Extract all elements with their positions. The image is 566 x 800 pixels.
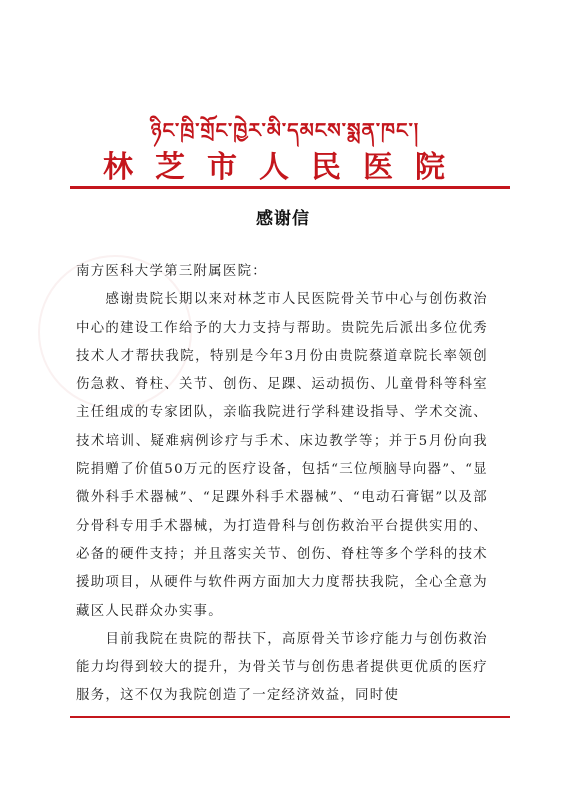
letter-title: 感谢信 <box>256 209 310 229</box>
footer-divider <box>70 716 510 718</box>
letterhead-hospital-name: 林芝市人民医院 <box>103 150 467 185</box>
letter-salutation: 南方医科大学第三附属医院： <box>76 264 267 279</box>
letterhead-divider <box>70 186 510 189</box>
letter-paragraph-1: 感谢贵院长期以来对林芝市人民医院骨关节中心与创伤救治中心的建设工作给予的大力支持与帮助。贵院先后派出多位优秀技术人才帮扶我院，特别是今年3月份由贵院蔡道章院长率领创伤急救、脊柱、关节、创伤、足踝、运动损伤、儿童骨科等科室主任组成的专家团队，亲临我院进行学科建设指导、学术交流、技术培训、疑难病例诊疗与手术、床边教学等；并于5月份向我院捐赠了价值50万元的医疗设备，包括“三位颅脑导向器”、“显微外科手术器械”、“足踝外科手术器械”、“电动石膏锯”以及部分骨科专用手术器械，为打造骨科与创伤救治平台提供实用的、必备的硬件支持；并且落实关节、创伤、脊柱等多个学科的技术援助项目，从硬件与软件两方面加大力度帮扶我院，全心全意为藏区人民群众办实事。 <box>76 292 488 619</box>
letterhead-tibetan-name: ཉིང་ཁྲི་གྲོང་ཁྱེར་མི་དམངས་སྨན་ཁང་། <box>150 118 420 142</box>
letter-body <box>76 258 488 711</box>
letter-paragraph-2: 目前我院在贵院的帮扶下，高原骨关节诊疗能力与创伤救治能力均得到较大的提升，为骨关节与创伤患者提供更优质的医疗服务，这不仅为我院创造了一定经济效益，同时使 <box>76 631 488 704</box>
